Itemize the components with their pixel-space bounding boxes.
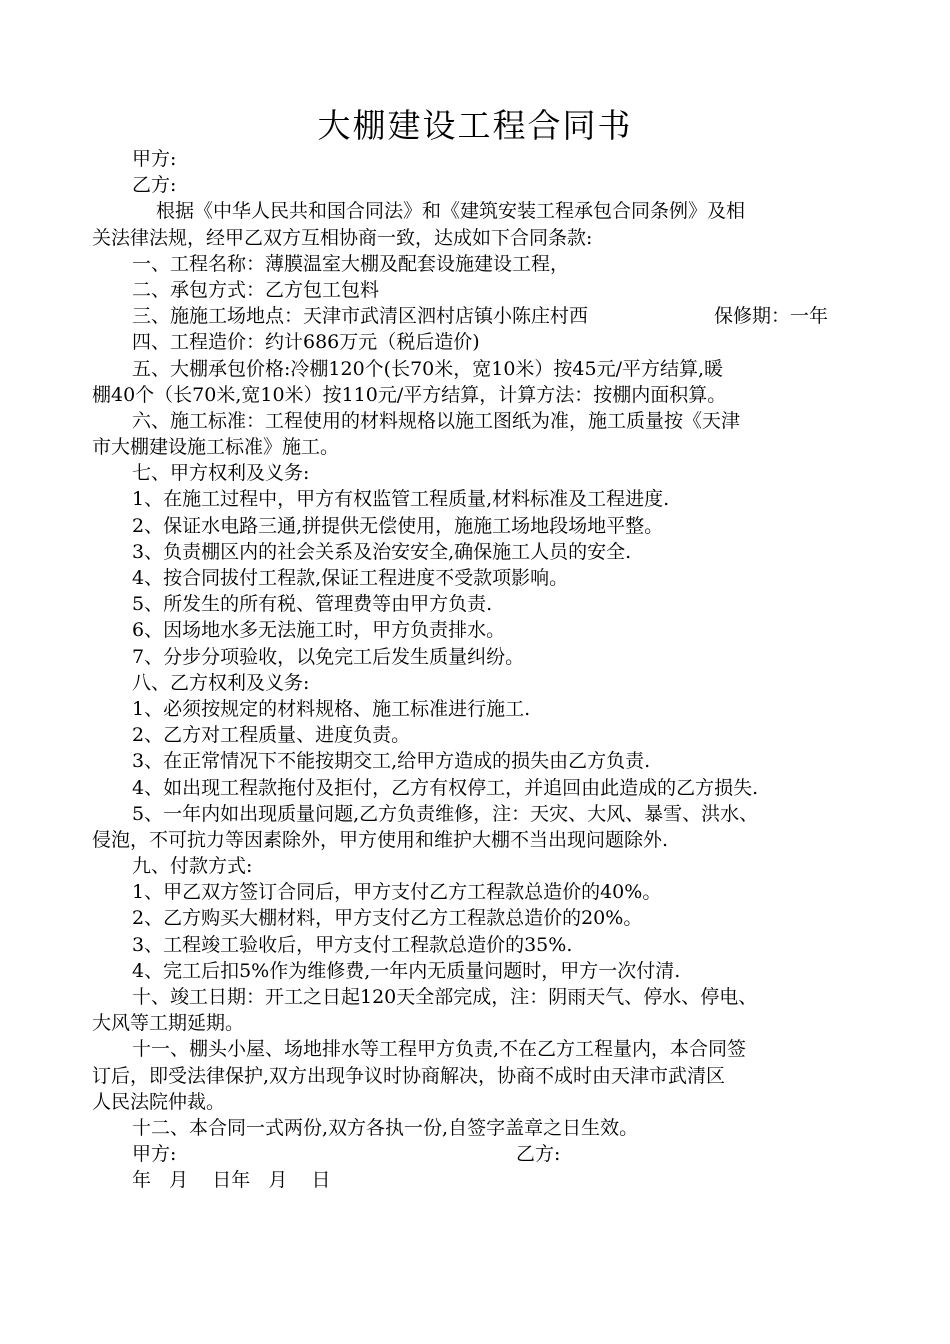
clause-8-item: 2、乙方对工程质量、进度负责。 [132,724,411,747]
clause-3-row [92,303,862,329]
contract-body [92,146,862,1194]
clause-8-item: 1、必须按规定的材料规格、施工标准进行施工. [132,697,531,720]
clause-7-item: 4、按合同拔付工程款,保证工程进度不受款项影响。 [132,567,569,589]
clause-7-item: 7、分步分项验收，以免完工后发生质量纠纷。 [132,645,525,668]
clause-9-heading: 九、付款方式: [132,855,253,878]
clause-7-heading: 七、甲方权利及义务: [132,462,310,485]
clause-9-item: 4、完工后扣5%作为维修费,一年内无质量问题时，甲方一次付清. [132,959,681,982]
clause-9-item: 3、工程竣工验收后，甲方支付工程款总造价的35%. [132,933,573,956]
warranty-period: 保修期：一年 [714,305,829,328]
signature-row [92,1141,862,1167]
clause-9-item: 2、乙方购买大棚材料，甲方支付乙方工程款总造价的20%。 [132,907,643,930]
clause-8-item-5-line-2: 侵泡，不可抗力等因素除外，甲方使用和维护大棚不当出现问题除外. [92,828,669,851]
clause-6-line-1: 六、施工标准：工程使用的材料规格以施工图纸为准，施工质量按《天津 [132,409,741,432]
clause-10-line-1: 十、竣工日期：开工之日起120天全部完成，注：阴雨天气、停水、停电、 [132,986,758,1008]
clause-5-line-1: 五、大棚承包价格:冷棚120个(长70米，宽10米）按45元/平方结算,暖 [132,357,724,380]
page-title: 大棚建设工程合同书 [317,106,633,145]
clause-9-item: 1、甲乙双方签订合同后，甲方支付乙方工程款总造价的40%。 [132,881,662,904]
clause-8-item: 3、在正常情况下不能按期交工,给甲方造成的损失由乙方负责. [132,750,651,773]
signature-party-b: 乙方: [516,1143,561,1166]
party-a-label: 甲方: [132,148,177,170]
preamble-line-2: 关法律法规，经甲乙双方互相协商一致，达成如下合同条款: [92,226,593,249]
clause-11-line-2: 订后，即受法律保护,双方出现争议时协商解决，协商不成时由天津市武清区 [92,1064,726,1087]
clause-8-item: 4、如出现工程款拖付及拒付，乙方有权停工，并追回由此造成的乙方损失. [132,776,759,799]
clause-7-item: 2、保证水电路三通,拼提供无偿使用，施施工场地段场地平整。 [132,514,664,537]
clause-7-item: 1、在施工过程中，甲方有权监管工程质量,材料标准及工程进度. [132,488,670,511]
signature-party-a: 甲方: [132,1143,177,1166]
clause-7-item: 6、因场地水多无法施工时，甲方负责排水。 [132,619,506,642]
clause-11-line-1: 十一、棚头小屋、场地排水等工程甲方负责,不在乙方工程量内，本合同签 [132,1038,747,1061]
clause-8-item-5-line-1: 5、一年内如出现质量问题,乙方负责维修，注：天灾、大风、暴雪、洪水、 [132,802,759,825]
preamble-line-1: 根据《中华人民共和国合同法》和《建筑安装工程承包合同条例》及相 [156,200,746,223]
clause-2: 二、承包方式：乙方包工包料 [132,278,380,301]
party-b-label: 乙方: [132,174,177,197]
clause-3: 三、施施工场地点：天津市武清区泗村店镇小陈庄村西 [132,305,589,328]
clause-5-line-2: 棚40个（长70米,宽10米）按110元/平方结算，计算方法：按棚内面积算。 [92,383,727,406]
clause-11-line-3: 人民法院仲裁。 [92,1090,226,1113]
clause-10-line-2: 大风等工期延期。 [92,1012,245,1035]
clause-8-heading: 八、乙方权利及义务: [132,671,310,694]
clause-4: 四、工程造价：约计686万元（税后造价) [132,331,480,354]
clause-6-line-2: 市大棚建设施工标准》施工。 [92,436,340,459]
clause-7-item: 5、所发生的所有税、管理费等由甲方负责. [132,593,493,616]
clause-12: 十二、本合同一式两份,双方各执一份,自签字盖章之日生效。 [132,1116,639,1139]
clause-1: 一、工程名称：薄膜温室大棚及配套设施建设工程， [132,252,570,275]
clause-7-item: 3、负责棚区内的社会关系及治安安全,确保施工人员的安全. [132,540,632,563]
date-line: 年 月 日年 月 日 [132,1169,331,1192]
